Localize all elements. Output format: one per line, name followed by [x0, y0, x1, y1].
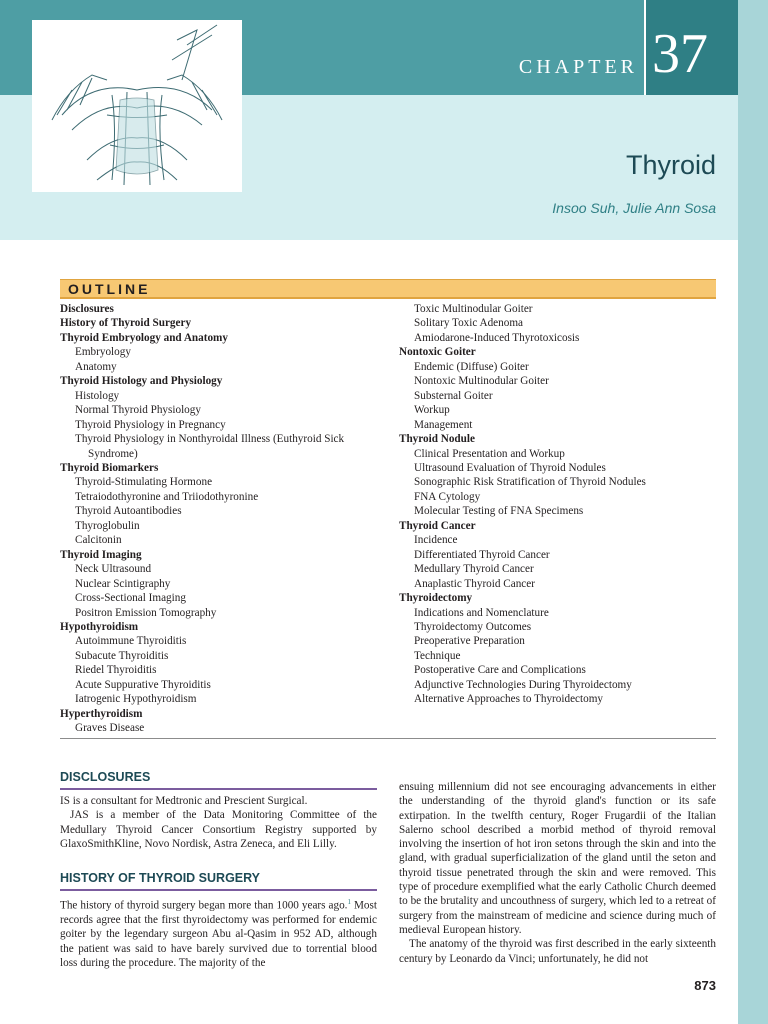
history-rule	[60, 889, 377, 891]
chapter-authors: Insoo Suh, Julie Ann Sosa	[552, 200, 716, 216]
outline-subsection: Anatomy	[75, 360, 117, 373]
surgical-illustration	[32, 20, 242, 192]
outline-subsection: Thyroglobulin	[75, 519, 140, 532]
outline-subsection: Thyroid Autoantibodies	[75, 505, 182, 518]
outline-left-column	[60, 302, 390, 736]
outline-section: Hypothyroidism	[60, 620, 139, 633]
history-paragraph: The anatomy of the thyroid was first described in the early sixteenth century by Leonardo da Vinci; unfortunately, he did not	[399, 938, 716, 965]
outline-heading: OUTLINE	[68, 281, 151, 297]
outline-subsection: Thyroidectomy Outcomes	[414, 620, 532, 633]
outline-subsection: Autoimmune Thyroiditis	[75, 635, 187, 648]
outline-divider	[60, 738, 716, 739]
outline-section: Disclosures	[60, 303, 114, 315]
history-paragraph: ensuing millennium did not see encouraging advancements in either the understanding of the thyroid gland's function or its safe extirpation. In the twelfth century, Roger Frugardii of the Italian Salerno school described a morbid method of thyroid removal involving the insertion of hot iron setons through the skin and into the gland, with gradual superficialization of the gland until the seton and thyroid tissue penetrated through the skin and were removed. This type of procedure exemplified what the early Catholic Church deemed to be the brutality and uncouthness of surgery, which led to a retreat of surgery from the mainstream of medicine and science during much of medieval European history.	[399, 781, 716, 936]
history-body-right	[399, 780, 716, 966]
outline-subsection: Technique	[414, 649, 461, 662]
outline-subsection: Iatrogenic Hypothyroidism	[75, 693, 197, 706]
outline-subsection: Workup	[414, 404, 450, 417]
outline-section: Thyroid Embryology and Anatomy	[60, 331, 228, 344]
outline-section: History of Thyroid Surgery	[60, 317, 192, 330]
outline-subsection: Thyroid Physiology in Nonthyroidal Illness (Euthyroid Sick	[75, 433, 345, 446]
outline-subsection: FNA Cytology	[414, 490, 481, 503]
outline-section: Thyroid Cancer	[399, 519, 476, 532]
outline-section: Thyroidectomy	[399, 592, 473, 605]
outline-subsection: Amiodarone-Induced Thyrotoxicosis	[414, 331, 580, 344]
citation-link[interactable]: 1	[347, 898, 351, 906]
outline-subsection: Tetraiodothyronine and Triiodothyronine	[75, 490, 259, 503]
outline-subsection: Sonographic Risk Stratification of Thyroid Nodules	[414, 476, 646, 489]
outline-subsection: Toxic Multinodular Goiter	[414, 303, 533, 315]
outline-subsection: Incidence	[414, 534, 458, 547]
history-heading: HISTORY OF THYROID SURGERY	[60, 871, 261, 885]
outline-subsection: Acute Suppurative Thyroiditis	[75, 678, 211, 691]
page-edge-stripe	[738, 0, 768, 1024]
outline-section: Thyroid Biomarkers	[60, 461, 159, 474]
page-number: 873	[694, 978, 716, 993]
outline-subsection: Preoperative Preparation	[414, 635, 525, 648]
outline-subsection: Anaplastic Thyroid Cancer	[414, 577, 535, 590]
outline-subsection: Molecular Testing of FNA Specimens	[414, 505, 584, 518]
outline-subsection: Thyroid Physiology in Pregnancy	[75, 418, 226, 431]
outline-subsection: Nontoxic Multinodular Goiter	[414, 375, 549, 388]
disclosures-paragraph: JAS is a member of the Data Monitoring Committee of the Medullary Thyroid Cancer Consortium Registry supported by GlaxoSmithKline, Novo Nordisk, Astra Zeneca, and Eli Lilly.	[60, 809, 377, 850]
history-paragraph	[60, 895, 377, 970]
outline-subsection: Histology	[75, 389, 120, 402]
outline-subsection: Embryology	[75, 346, 131, 359]
outline-subsection: Alternative Approaches to Thyroidectomy	[414, 693, 603, 706]
outline-subsection: Solitary Toxic Adenoma	[414, 317, 524, 330]
outline-section: Thyroid Nodule	[399, 433, 475, 446]
outline-section: Thyroid Histology and Physiology	[60, 375, 223, 388]
outline-heading-bar	[60, 279, 716, 299]
outline-subsection: Clinical Presentation and Workup	[414, 447, 565, 460]
outline-section: Nontoxic Goiter	[399, 346, 476, 359]
outline-subsection: Medullary Thyroid Cancer	[414, 563, 534, 576]
chapter-number: 37	[652, 23, 708, 85]
outline-section: Hyperthyroidism	[60, 707, 143, 720]
chapter-label: CHAPTER	[518, 56, 638, 78]
outline-subsection: Nuclear Scintigraphy	[75, 577, 171, 590]
outline-subsection: Cross-Sectional Imaging	[75, 592, 186, 605]
outline-subsection: Differentiated Thyroid Cancer	[414, 548, 550, 561]
outline-subsection: Endemic (Diffuse) Goiter	[414, 360, 529, 373]
outline-section: Thyroid Imaging	[60, 548, 142, 561]
outline-subsection: Syndrome)	[88, 447, 138, 460]
outline-subsection: Indications and Nomenclature	[414, 606, 549, 619]
outline-subsection: Graves Disease	[75, 722, 145, 735]
outline-subsection: Subacute Thyroiditis	[75, 649, 169, 662]
outline-subsection: Calcitonin	[75, 534, 122, 547]
outline-subsection: Neck Ultrasound	[75, 563, 152, 576]
chapter-title: Thyroid	[625, 150, 716, 180]
history-text: The history of thyroid surgery began more than 1000 years ago.	[60, 899, 348, 912]
outline-subsection: Substernal Goiter	[414, 389, 493, 402]
outline-subsection: Riedel Thyroiditis	[75, 664, 157, 677]
disclosures-rule	[60, 788, 377, 790]
disclosures-body	[60, 794, 377, 851]
disclosures-paragraph: IS is a consultant for Medtronic and Prescient Surgical.	[60, 795, 308, 807]
outline-subsection: Postoperative Care and Complications	[414, 664, 586, 677]
outline-subsection: Positron Emission Tomography	[75, 606, 217, 619]
outline-subsection: Adjunctive Technologies During Thyroidectomy	[414, 678, 632, 691]
outline-subsection: Thyroid-Stimulating Hormone	[75, 476, 213, 489]
outline-subsection: Management	[414, 418, 473, 431]
outline-subsection: Normal Thyroid Physiology	[75, 404, 201, 417]
history-body-left	[60, 895, 377, 970]
disclosures-heading: DISCLOSURES	[60, 770, 151, 784]
outline-right-column	[399, 302, 719, 707]
outline-subsection: Ultrasound Evaluation of Thyroid Nodules	[414, 461, 606, 474]
history-text: Most records agree that the first thyroidectomy was performed for endemic goiter by the legendary surgeon Abu al-Qasim in 952 AD, although the patient was said to have barely survived due to torrential blood loss during the procedure. The majority of the	[60, 899, 377, 969]
